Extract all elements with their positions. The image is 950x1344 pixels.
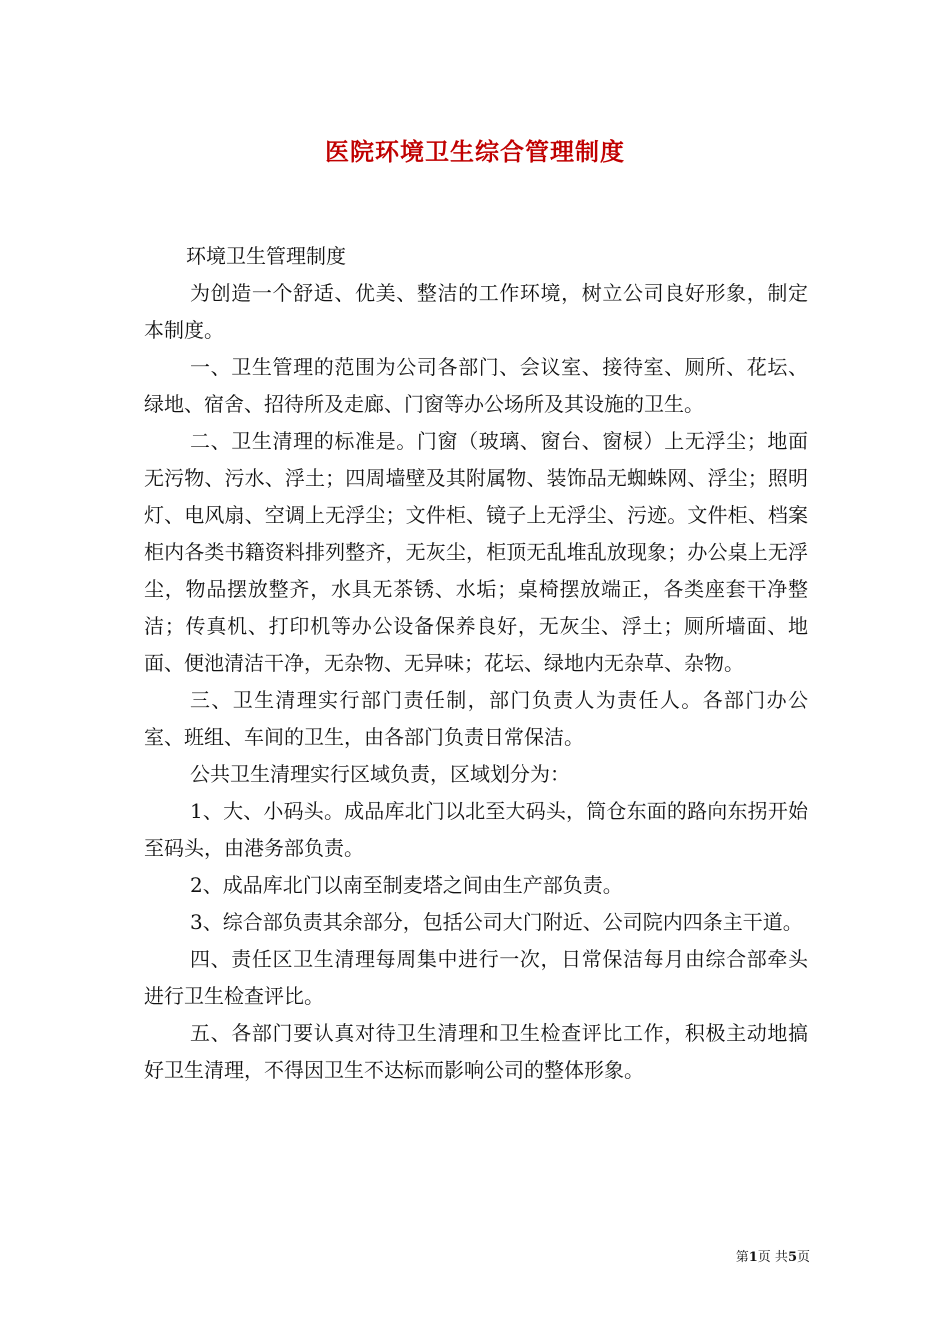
paragraph-area-2: 2、成品库北门以南至制麦塔之间由生产部负责。 <box>190 873 623 897</box>
paragraph-scope: 一、卫生管理的范围为公司各部门、会议室、接待室、厕所、花坛、绿地、宿舍、招待所及走廊、门窗等办公场所及其设施的卫生。 <box>144 355 808 416</box>
paragraph-inspection: 四、责任区卫生清理每周集中进行一次，日常保洁每月由综合部牵头进行卫生检查评比。 <box>144 947 808 1008</box>
total-page-number: 5 <box>787 1250 797 1265</box>
paragraph-area-1: 1、大、小码头。成品库北门以北至大码头，筒仓东面的路向东拐开始至码头，由港务部负责。 <box>144 799 808 860</box>
paragraph-requirement: 五、各部门要认真对待卫生清理和卫生检查评比工作，积极主动地搞好卫生清理，不得因卫生不达标而影响公司的整体形象。 <box>144 1021 808 1082</box>
footer-middle: 页 共 <box>757 1250 788 1265</box>
footer-suffix: 页 <box>796 1250 810 1265</box>
paragraph-area-3: 3、综合部负责其余部分，包括公司大门附近、公司院内四条主干道。 <box>190 910 803 934</box>
footer-prefix: 第 <box>735 1250 749 1265</box>
section-heading: 环境卫生管理制度 <box>186 244 346 268</box>
paragraph-standards: 二、卫生清理的标准是。门窗（玻璃、窗台、窗棂）上无浮尘；地面无污物、污水、浮土；四周墙壁及其附属物、装饰品无蜘蛛网、浮尘；照明灯、电风扇、空调上无浮尘；文件柜、镜子上无浮尘、污迹。文件柜、档案柜内各类书籍资料排列整齐，无灰尘，柜顶无乱堆乱放现象；办公桌上无浮尘，物品摆放整齐，水具无茶锈、水垢；桌椅摆放端正，各类座套干净整洁；传真机、打印机等办公设备保养良好，无灰尘、浮土；厕所墙面、地面、便池清洁干净，无杂物、无异味；花坛、绿地内无杂草、杂物。 <box>144 429 808 675</box>
page-footer <box>690 1246 810 1265</box>
paragraph-responsibility: 三、卫生清理实行部门责任制，部门负责人为责任人。各部门办公室、班组、车间的卫生，由各部门负责日常保洁。 <box>144 688 808 749</box>
paragraph-public-areas: 公共卫生清理实行区域负责，区域划分为： <box>190 762 570 786</box>
document-title: 医院环境卫生综合管理制度 <box>325 137 625 166</box>
paragraph-intro: 为创造一个舒适、优美、整洁的工作环境，树立公司良好形象，制定本制度。 <box>144 281 808 342</box>
current-page-number: 1 <box>748 1250 758 1265</box>
document-body <box>144 238 808 1089</box>
